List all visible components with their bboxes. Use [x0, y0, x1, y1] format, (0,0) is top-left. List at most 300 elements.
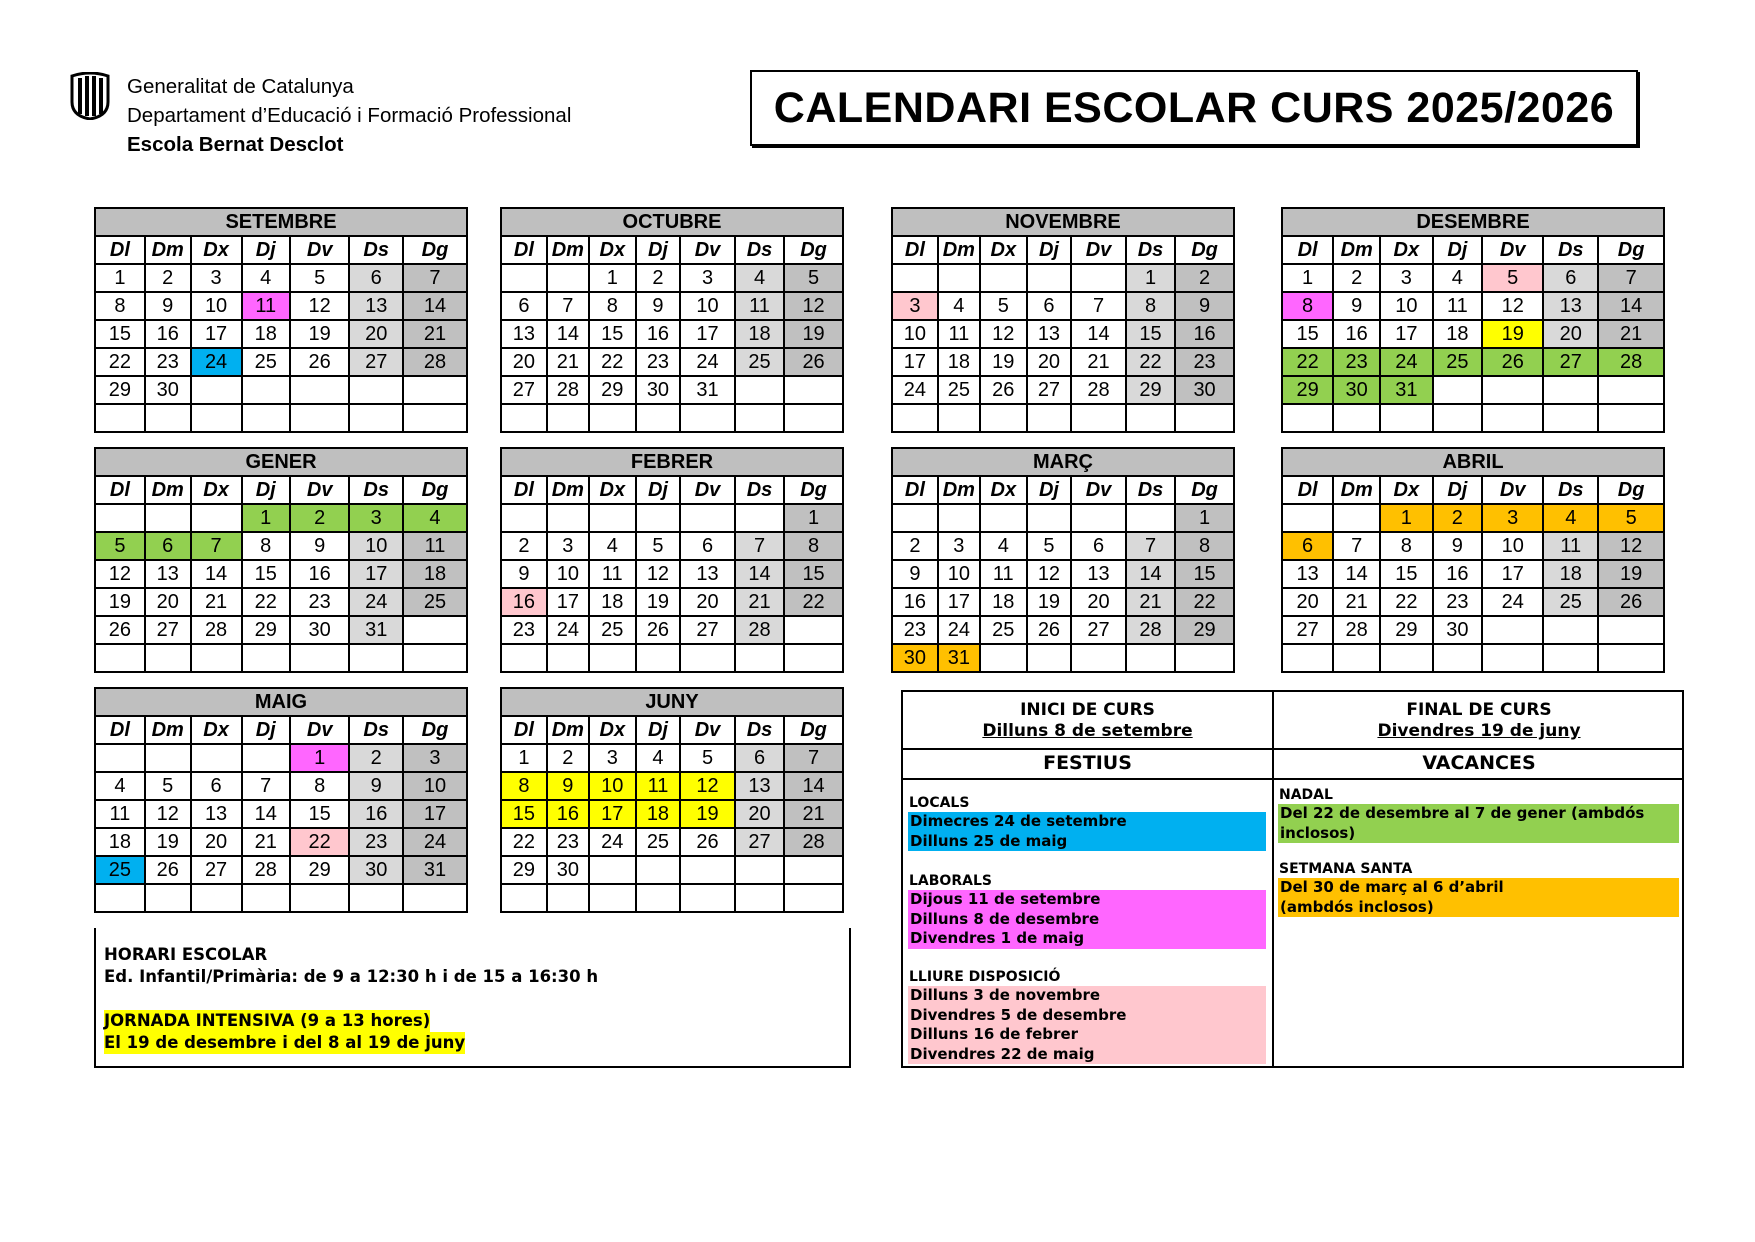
calendar-day: 29: [1126, 376, 1175, 404]
calendar-day: [95, 884, 145, 912]
day-name: Dm: [145, 236, 191, 264]
calendar-day: [784, 884, 843, 912]
calendar-day: 30: [892, 644, 938, 672]
calendar-day: 19: [980, 348, 1027, 376]
calendar-day: [349, 644, 403, 672]
calendar-day: 12: [784, 292, 843, 320]
calendar-day: 16: [636, 320, 680, 348]
day-name: Dg: [1175, 236, 1234, 264]
calendar-day: 3: [1380, 264, 1432, 292]
calendar-day: [589, 644, 636, 672]
calendar-day: 26: [636, 616, 680, 644]
calendar-day: 22: [242, 588, 290, 616]
calendar-day: 22: [501, 828, 547, 856]
calendar-day: 26: [290, 348, 350, 376]
calendar-day: 5: [784, 264, 843, 292]
month-table: [500, 687, 844, 913]
calendar-day: 11: [980, 560, 1027, 588]
day-name: Dj: [636, 716, 680, 744]
calendar-day: [1543, 404, 1598, 432]
month-table: [891, 447, 1235, 673]
lliure-item: Dilluns 16 de febrer: [910, 1025, 1079, 1043]
day-name: Ds: [349, 236, 403, 264]
calendar-day: [938, 404, 980, 432]
calendar-day: 22: [1282, 348, 1333, 376]
calendar-day: 25: [980, 616, 1027, 644]
calendar-day: 10: [589, 772, 636, 800]
calendar-day: 1: [1282, 264, 1333, 292]
lliure-list: [908, 986, 1266, 1064]
calendar-day: 28: [242, 856, 290, 884]
calendar-day: 16: [501, 588, 547, 616]
calendar-day: 11: [95, 800, 145, 828]
calendar-day: [636, 504, 680, 532]
calendar-day: 14: [1126, 560, 1175, 588]
day-name: Dj: [1027, 236, 1071, 264]
calendar-day: 11: [242, 292, 290, 320]
day-name: Ds: [1126, 476, 1175, 504]
calendar-day: [980, 644, 1027, 672]
calendar-day: [403, 616, 467, 644]
day-name: Dj: [1433, 476, 1483, 504]
calendar-day: [1071, 644, 1126, 672]
calendar-day: 11: [636, 772, 680, 800]
calendar-day: 12: [680, 772, 735, 800]
day-name: Dx: [589, 476, 636, 504]
calendar-day: [290, 376, 350, 404]
calendar-day: 4: [938, 292, 980, 320]
page-title-box: [750, 70, 1638, 146]
calendar-day: 24: [938, 616, 980, 644]
calendar-day: 25: [403, 588, 467, 616]
calendar-day: 12: [980, 320, 1027, 348]
calendar-day: 21: [1126, 588, 1175, 616]
calendar-day: [191, 404, 242, 432]
calendar-day: [735, 504, 784, 532]
calendar-day: 18: [589, 588, 636, 616]
calendar-day: 28: [784, 828, 843, 856]
calendar-day: 23: [892, 616, 938, 644]
calendar-day: [501, 264, 547, 292]
calendar-day: 8: [95, 292, 145, 320]
calendar-day: 23: [290, 588, 350, 616]
calendar-day: 18: [938, 348, 980, 376]
calendar-day: 13: [1071, 560, 1126, 588]
calendar-day: 2: [290, 504, 350, 532]
calendar-day: 12: [1027, 560, 1071, 588]
calendar-day: 5: [145, 772, 191, 800]
org-line-1: Generalitat de Catalunya: [127, 75, 354, 98]
calendar-day: 19: [1598, 560, 1664, 588]
calendar-day: 18: [735, 320, 784, 348]
jornada-intensiva-title: JORNADA INTENSIVA (9 a 13 hores): [104, 1011, 431, 1030]
calendar-day: 20: [680, 588, 735, 616]
calendar-day: [349, 376, 403, 404]
calendar-day: 22: [784, 588, 843, 616]
day-name: Ds: [349, 476, 403, 504]
calendar-day: [1598, 616, 1664, 644]
calendar-day: 19: [145, 828, 191, 856]
calendar-day: 20: [735, 800, 784, 828]
calendar-day: 21: [735, 588, 784, 616]
calendar-day: [145, 744, 191, 772]
calendar-day: 6: [191, 772, 242, 800]
calendar-day: 23: [1175, 348, 1234, 376]
calendar-day: [1126, 404, 1175, 432]
calendar-day: [145, 504, 191, 532]
generalitat-logo-icon: [68, 72, 112, 120]
month-name: SETEMBRE: [95, 208, 467, 236]
calendar-day: 21: [784, 800, 843, 828]
calendar-day: 9: [349, 772, 403, 800]
calendar-day: 17: [403, 800, 467, 828]
day-name: Dl: [501, 476, 547, 504]
calendar-day: 1: [589, 264, 636, 292]
calendar-day: 12: [290, 292, 350, 320]
calendar-day: [589, 856, 636, 884]
calendar-day: 24: [680, 348, 735, 376]
calendar-day: 28: [1598, 348, 1664, 376]
day-name: Dx: [980, 236, 1027, 264]
day-name: Dv: [1071, 476, 1126, 504]
calendar-day: 12: [145, 800, 191, 828]
calendar-day: [501, 644, 547, 672]
calendar-day: 30: [636, 376, 680, 404]
calendar-day: [242, 744, 290, 772]
calendar-day: [547, 264, 589, 292]
calendar-day: 13: [1282, 560, 1333, 588]
inici-curs: [903, 700, 1272, 742]
calendar-day: 1: [1126, 264, 1175, 292]
vacances-title: VACANCES: [1422, 752, 1536, 774]
calendar-day: 9: [501, 560, 547, 588]
calendar-day: 1: [290, 744, 350, 772]
calendar-day: 11: [1433, 292, 1483, 320]
calendar-day: 23: [501, 616, 547, 644]
day-name: Dl: [501, 236, 547, 264]
day-name: Dm: [938, 236, 980, 264]
calendar-day: [1598, 644, 1664, 672]
calendar-day: [1027, 644, 1071, 672]
calendar-day: [784, 616, 843, 644]
nadal-label: NADAL: [1279, 787, 1333, 803]
calendar-day: 3: [547, 532, 589, 560]
calendar-day: 28: [1126, 616, 1175, 644]
calendar-day: [290, 644, 350, 672]
calendar-day: 18: [95, 828, 145, 856]
setmana-santa-line: Del 30 de març al 6 d’abril: [1280, 878, 1504, 896]
setmana-santa-label: SETMANA SANTA: [1279, 861, 1413, 877]
calendar-day: [349, 884, 403, 912]
calendar-day: 18: [1433, 320, 1483, 348]
calendar-day: 20: [349, 320, 403, 348]
calendar-day: 27: [191, 856, 242, 884]
calendar-day: 13: [680, 560, 735, 588]
calendar-day: 29: [589, 376, 636, 404]
calendar-day: 22: [290, 828, 350, 856]
day-name: Dg: [1175, 476, 1234, 504]
calendar-day: [95, 644, 145, 672]
calendar-day: 30: [349, 856, 403, 884]
calendar-day: 12: [95, 560, 145, 588]
day-name: Dm: [547, 716, 589, 744]
calendar-day: 5: [980, 292, 1027, 320]
calendar-day: 28: [191, 616, 242, 644]
calendar-day: 16: [290, 560, 350, 588]
calendar-day: [1433, 376, 1483, 404]
calendar-day: 2: [349, 744, 403, 772]
locals-list: [908, 812, 1266, 851]
calendar-day: 8: [1175, 532, 1234, 560]
calendar-day: [938, 264, 980, 292]
calendar-day: [501, 404, 547, 432]
calendar-day: 23: [1433, 588, 1483, 616]
calendar-day: [680, 404, 735, 432]
calendar-day: 6: [145, 532, 191, 560]
calendar-day: [547, 404, 589, 432]
calendar-day: 8: [589, 292, 636, 320]
calendar-day: 27: [501, 376, 547, 404]
calendar-day: 15: [290, 800, 350, 828]
calendar-day: 25: [589, 616, 636, 644]
calendar-day: [735, 644, 784, 672]
day-name: Dg: [1598, 236, 1664, 264]
calendar-day: 17: [589, 800, 636, 828]
calendar-day: 27: [1027, 376, 1071, 404]
lliure-item: Dilluns 3 de novembre: [910, 986, 1101, 1004]
calendar-day: [1433, 404, 1483, 432]
calendar-day: 24: [403, 828, 467, 856]
day-name: Dg: [403, 236, 467, 264]
day-name: Dm: [547, 236, 589, 264]
calendar-day: 7: [735, 532, 784, 560]
calendar-day: 9: [892, 560, 938, 588]
calendar-day: [636, 884, 680, 912]
calendar-day: 20: [191, 828, 242, 856]
calendar-day: [403, 376, 467, 404]
calendar-day: 22: [1126, 348, 1175, 376]
month-name: DESEMBRE: [1282, 208, 1664, 236]
calendar-day: 10: [547, 560, 589, 588]
calendar-day: 9: [1175, 292, 1234, 320]
calendar-day: 23: [547, 828, 589, 856]
calendar-day: 26: [1482, 348, 1543, 376]
calendar-day: 2: [1333, 264, 1380, 292]
day-name: Dl: [95, 476, 145, 504]
day-name: Dx: [980, 476, 1027, 504]
calendar-day: 31: [349, 616, 403, 644]
month-name: JUNY: [501, 688, 843, 716]
calendar-day: 30: [145, 376, 191, 404]
calendar-day: 15: [1175, 560, 1234, 588]
calendar-day: 27: [680, 616, 735, 644]
calendar-day: 24: [1482, 588, 1543, 616]
calendar-day: [95, 404, 145, 432]
calendar-day: 14: [403, 292, 467, 320]
day-name: Dj: [636, 236, 680, 264]
calendar-day: 20: [1027, 348, 1071, 376]
calendar-day: 5: [95, 532, 145, 560]
calendar-day: 3: [938, 532, 980, 560]
calendar-day: 3: [892, 292, 938, 320]
calendar-day: 21: [191, 588, 242, 616]
calendar-day: 5: [636, 532, 680, 560]
calendar-day: [784, 404, 843, 432]
day-name: Dm: [547, 476, 589, 504]
calendar-day: 1: [1175, 504, 1234, 532]
calendar-day: 14: [1071, 320, 1126, 348]
calendar-day: 1: [95, 264, 145, 292]
calendar-day: 30: [1175, 376, 1234, 404]
calendar-day: 11: [735, 292, 784, 320]
calendar-day: [547, 884, 589, 912]
day-name: Dj: [242, 476, 290, 504]
calendar-day: 14: [1333, 560, 1380, 588]
calendar-day: 25: [938, 376, 980, 404]
calendar-day: [145, 404, 191, 432]
calendar-day: [784, 376, 843, 404]
calendar-day: 10: [349, 532, 403, 560]
calendar-day: 10: [191, 292, 242, 320]
calendar-day: 24: [547, 616, 589, 644]
calendar-day: 1: [501, 744, 547, 772]
day-name: Dx: [191, 716, 242, 744]
calendar-day: [980, 504, 1027, 532]
calendar-day: [1027, 504, 1071, 532]
day-name: Dm: [1333, 476, 1380, 504]
calendar-day: 28: [547, 376, 589, 404]
day-name: Dv: [290, 716, 350, 744]
calendar-day: 14: [191, 560, 242, 588]
calendar-day: [636, 404, 680, 432]
calendar-day: [1482, 376, 1543, 404]
calendar-day: 14: [242, 800, 290, 828]
month-name: OCTUBRE: [501, 208, 843, 236]
day-name: Dj: [636, 476, 680, 504]
calendar-day: 22: [589, 348, 636, 376]
day-name: Dj: [1433, 236, 1483, 264]
calendar-day: 19: [1027, 588, 1071, 616]
calendar-day: [1126, 644, 1175, 672]
day-name: Dv: [1482, 236, 1543, 264]
calendar-day: 26: [784, 348, 843, 376]
day-name: Ds: [735, 476, 784, 504]
calendar-day: 6: [1071, 532, 1126, 560]
final-curs-title: FINAL DE CURS: [1406, 700, 1552, 720]
day-name: Dm: [938, 476, 980, 504]
day-name: Dv: [290, 236, 350, 264]
calendar-day: 26: [1598, 588, 1664, 616]
calendar-day: 22: [95, 348, 145, 376]
calendar-day: 16: [145, 320, 191, 348]
calendar-day: 19: [95, 588, 145, 616]
calendar-day: 5: [290, 264, 350, 292]
calendar-day: 18: [980, 588, 1027, 616]
calendar-day: [589, 884, 636, 912]
calendar-day: 26: [980, 376, 1027, 404]
month-table: [94, 687, 468, 913]
calendar-day: [191, 744, 242, 772]
calendar-day: 5: [1598, 504, 1664, 532]
calendar-day: 24: [589, 828, 636, 856]
day-name: Dl: [892, 236, 938, 264]
calendar-day: 9: [1333, 292, 1380, 320]
calendar-day: [191, 504, 242, 532]
day-name: Dx: [589, 716, 636, 744]
day-name: Dm: [145, 476, 191, 504]
calendar-day: [1433, 644, 1483, 672]
day-name: Dl: [1282, 476, 1333, 504]
calendar-day: 4: [636, 744, 680, 772]
calendar-day: [636, 644, 680, 672]
calendar-day: 19: [290, 320, 350, 348]
calendar-day: [980, 404, 1027, 432]
calendar-day: 2: [1433, 504, 1483, 532]
calendar-day: [349, 404, 403, 432]
calendar-day: 7: [1333, 532, 1380, 560]
calendar-day: 26: [95, 616, 145, 644]
calendar-day: [735, 884, 784, 912]
calendar-day: 21: [403, 320, 467, 348]
calendar-day: 17: [938, 588, 980, 616]
calendar-day: [1027, 404, 1071, 432]
calendar-day: [290, 404, 350, 432]
calendar-day: 7: [242, 772, 290, 800]
day-name: Dx: [589, 236, 636, 264]
festius-title: FESTIUS: [1043, 752, 1132, 774]
calendar-day: 25: [1543, 588, 1598, 616]
day-name: Dl: [501, 716, 547, 744]
calendar-day: 8: [1126, 292, 1175, 320]
calendar-day: [1071, 264, 1126, 292]
calendar-day: 27: [735, 828, 784, 856]
calendar-day: 13: [145, 560, 191, 588]
day-name: Dg: [403, 716, 467, 744]
day-name: Dx: [1380, 236, 1432, 264]
calendar-day: 6: [501, 292, 547, 320]
calendar-day: [1333, 504, 1380, 532]
calendar-day: 3: [589, 744, 636, 772]
final-curs: [1274, 700, 1684, 742]
lliure-label: LLIURE DISPOSICIÓ: [909, 969, 1061, 985]
calendar-day: 7: [1071, 292, 1126, 320]
calendar-day: [95, 504, 145, 532]
day-name: Dl: [1282, 236, 1333, 264]
calendar-day: 15: [1126, 320, 1175, 348]
calendar-day: 29: [242, 616, 290, 644]
calendar-day: 11: [589, 560, 636, 588]
locals-label: LOCALS: [909, 795, 970, 811]
calendar-day: [1071, 504, 1126, 532]
laborals-item: Dijous 11 de setembre: [910, 890, 1101, 908]
calendar-day: [242, 376, 290, 404]
month-name: NOVEMBRE: [892, 208, 1234, 236]
day-name: Ds: [349, 716, 403, 744]
horari-line: Ed. Infantil/Primària: de 9 a 12:30 h i de 15 a 16:30 h: [104, 967, 599, 986]
inici-curs-title: INICI DE CURS: [1020, 700, 1155, 720]
calendar-day: [1380, 404, 1432, 432]
calendar-day: 28: [735, 616, 784, 644]
calendar-day: [1175, 644, 1234, 672]
calendar-day: 20: [1282, 588, 1333, 616]
calendar-day: 7: [784, 744, 843, 772]
calendar-day: [680, 504, 735, 532]
month-table: [94, 207, 468, 433]
calendar-day: [735, 856, 784, 884]
day-name: Ds: [1126, 236, 1175, 264]
month-table: [1281, 207, 1665, 433]
calendar-day: 6: [735, 744, 784, 772]
